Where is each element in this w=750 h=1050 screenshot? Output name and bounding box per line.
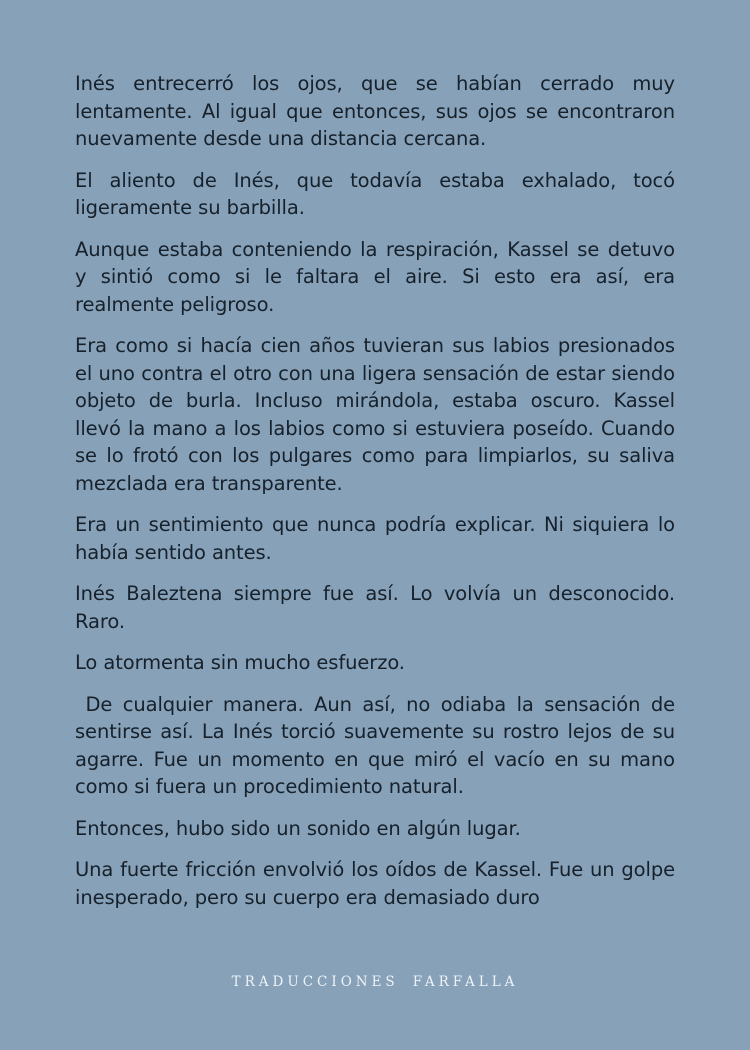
paragraph: Era como si hacía cien años tuvieran sus labios presionados el uno contra el otro con una ligera sensación de estar siendo objeto de burla. Incluso mirándola, estaba oscuro. Kassel llevó la mano a los labios como si estuviera poseído. Cuando se lo frotó con los pulgares como para limpiarlos, su saliva mezclada era transparente. xyxy=(75,334,675,495)
paragraph: Entonces, hubo sido un sonido en algún lugar. xyxy=(75,816,521,840)
paragraph: El aliento de Inés, que todavía estaba exhalado, tocó ligeramente su barbilla. xyxy=(75,168,675,219)
paragraph: Era un sentimiento que nunca podría explicar. Ni siquiera lo había sentido antes. xyxy=(75,513,675,564)
paragraph: Inés Baleztena siempre fue así. Lo volvía un desconocido. Raro. xyxy=(75,582,675,633)
footer-credit-word: TRADUCCIONES xyxy=(231,974,399,990)
paragraph: Una fuerte fricción envolvió los oídos de Kassel. Fue un golpe inesperado, pero su cuerpo era demasiado duro xyxy=(75,858,675,909)
paragraph: Aunque estaba conteniendo la respiración, Kassel se detuvo y sintió como si le faltara el aire. Si esto era así, era realmente peligroso. xyxy=(75,237,675,316)
paragraph: Inés entrecerró los ojos, que se habían cerrado muy lentamente. Al igual que entonces, sus ojos se encontraron nuevamente desde una distancia cercana. xyxy=(75,72,675,150)
footer-credit-word: FARFALLA xyxy=(412,974,519,990)
paragraph: Lo atormenta sin mucho esfuerzo. xyxy=(75,651,405,674)
page-footer xyxy=(0,974,750,990)
paragraph: De cualquier manera. Aun así, no odiaba la sensación de sentirse así. La Inés torció suavemente su rostro lejos de su agarre. Fue un momento en que miró el vacío en su mano como si fuera un procedimiento natural. xyxy=(75,692,675,798)
page-body xyxy=(75,70,675,950)
